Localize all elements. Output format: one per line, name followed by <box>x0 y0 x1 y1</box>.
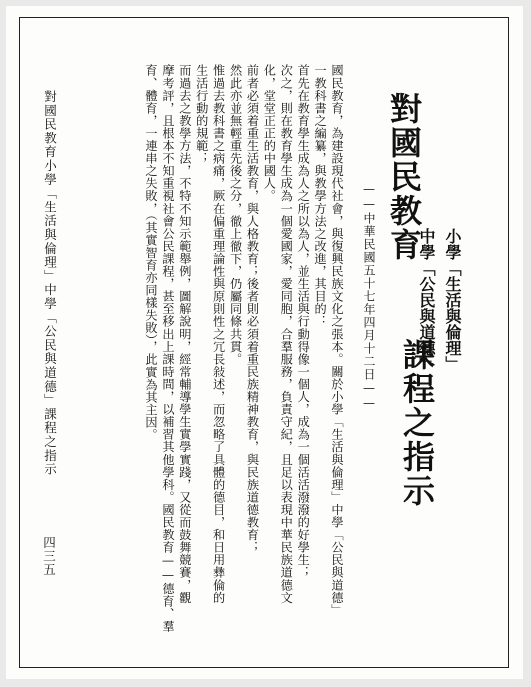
body-line: 一教科書之編纂，與教學方法之改進，其目的： <box>313 64 328 328</box>
body-line: 化，堂堂正正的中國人。 <box>262 64 277 203</box>
body-line: 育、體育，一連串之失敗，（其實智育亦同樣失敗），此實為其主因。 <box>144 64 159 441</box>
title-subtitle-line1: 小學「生活與倫理」 <box>443 228 462 372</box>
body-line: 國民教育，為建設現代社會，與復興民族文化之張本。關於小學「生活與倫理」中學「公民與道德」 <box>330 64 344 617</box>
page-number: 四三五 <box>41 536 57 577</box>
title-suffix: 課程之指示 <box>398 338 436 508</box>
body-line: 惟過去教科書之病痛，厥在偏重理論性與原則性之冗長敍述，而忽略了具體的德目，和日用彝倫的 <box>211 64 226 604</box>
body-line: 而過去之教學方法，不特不知示範舉例，圖解說明，經常輔導學生實學實踐，又從而鼓舞競賽，觀 <box>177 64 192 604</box>
body-line: 首先在教育學生成為人之所以為人，並生活與行動得像一個人，成為一個活活潑潑的好學生； <box>296 64 311 579</box>
body-line: 前者必須着重生活教育，與人格教育；後者則必須着重民族精神教育，與民族道德教育； <box>245 64 260 554</box>
title-main: 對國民教育 <box>385 92 423 262</box>
title-subtitle-line2: 中學「公民與道德」 <box>417 228 436 372</box>
running-header: 對國民教育小學「生活與倫理」中學「公民與道德」課程之指示 <box>42 90 58 477</box>
body-text <box>142 64 345 674</box>
body-line: 次之，則在教育學生成為一個愛國家，愛同胞，合羣服務，負責守紀，且足以表現中華民族道德文 <box>279 64 294 604</box>
body-line: 摩考評，且根本不知重視社會公民課程，甚至移出上課時間，以補習其他學科。國民教育——德育、羣 <box>160 64 175 633</box>
body-line: 然此亦並無輕重先後之分，徹上徹下，仍屬同條共貫。 <box>228 64 243 366</box>
issue-date: ——中華民國五十七年四月十二日—— <box>362 182 376 411</box>
document-page <box>6 6 523 679</box>
body-line: 生活行動的規範； <box>194 64 209 165</box>
